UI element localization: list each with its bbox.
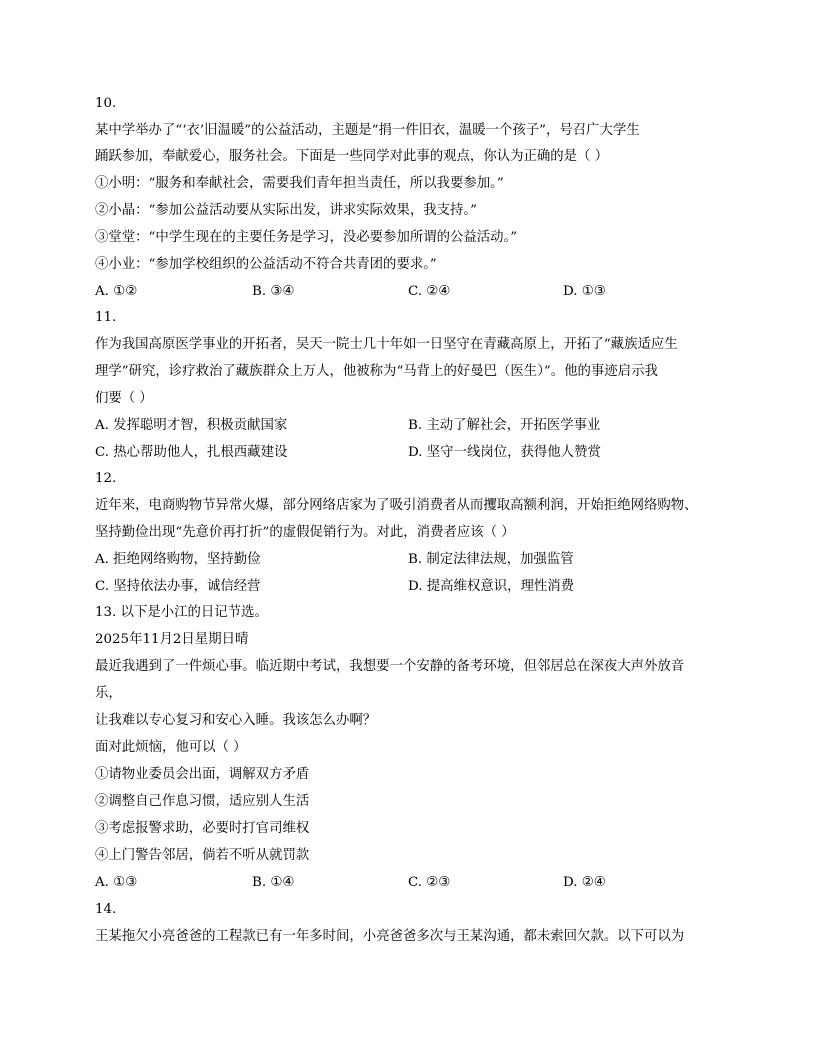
q11-option-b: B. 主动了解社会，开拓医学事业 <box>408 418 601 433</box>
q11-number: 11. <box>95 310 117 325</box>
q13-option-d: D. ②④ <box>563 875 606 890</box>
q10-option-b: B. ③④ <box>252 284 295 299</box>
q13-statement-4: ④上门警告邻居，倘若不听从就罚款 <box>95 848 310 863</box>
q13-option-b: B. ①④ <box>252 875 295 890</box>
q13-statement-2: ②调整自己作息习惯，适应别人生活 <box>95 794 310 809</box>
q13-statement-1: ①请物业委员会出面，调解双方矛盾 <box>95 767 310 782</box>
q12-stem-line-2: 坚持勤俭出现“先意价再打折”的虚假促销行为。对此，消费者应该（ ） <box>95 525 515 540</box>
q11-option-d: D. 坚守一线岗位，获得他人赞赏 <box>408 445 601 460</box>
q11-option-c: C. 热心帮助他人，扎根西藏建设 <box>95 445 288 460</box>
q14-stem-line-1: 王某拖欠小亮爸爸的工程款已有一年多时间，小亮爸爸多次与王某沟通，都未索回欠款。以下可以为 <box>95 929 685 944</box>
q10-option-a: A. ①② <box>95 284 138 299</box>
q10-option-c: C. ②④ <box>408 284 451 299</box>
q10-statement-3: ③堂堂：“中学生现在的主要任务是学习，没必要参加所谓的公益活动。” <box>95 230 518 245</box>
q11-stem-line-3: 们要（ ） <box>95 391 153 406</box>
q14-number: 14. <box>95 902 117 917</box>
q13-option-a: A. ①③ <box>95 875 138 890</box>
q10-statement-4: ④小业：“参加学校组织的公益活动不符合共青团的要求。” <box>95 257 437 272</box>
q10-stem-line-1: 某中学举办了“‘衣’旧温暖”的公益活动，主题是“捐一件旧衣，温暖一个孩子”，号召广大学生 <box>95 123 640 138</box>
q13-statement-3: ③考虑报警求助，必要时打官司维权 <box>95 821 310 836</box>
q11-stem-line-1: 作为我国高原医学事业的开拓者，吴天一院士几十年如一日坚守在青藏高原上，开拓了“藏族适应生 <box>95 337 678 352</box>
q10-statement-2: ②小晶：“参加公益活动要从实际出发，讲求实际效果，我支持。” <box>95 203 477 218</box>
q13-diary-line-3: 让我难以专心复习和安心入睡。我该怎么办啊？ <box>95 713 377 728</box>
q11-option-a: A. 发挥聪明才智，积极贡献国家 <box>95 418 288 433</box>
q13-question: 面对此烦恼，他可以（ ） <box>95 740 247 755</box>
q10-number: 10. <box>95 96 117 111</box>
q13-diary-line-1: 最近我遇到了一件烦心事。临近期中考试，我想要一个安静的备考环境，但邻居总在深夜大声外放音 <box>95 659 685 674</box>
q12-stem-line-1: 近年来，电商购物节异常火爆，部分网络店家为了吸引消费者从而攫取高额利润，开始拒绝网络购物、 <box>95 498 698 513</box>
q12-option-c: C. 坚持依法办事，诚信经营 <box>95 579 261 594</box>
q10-option-d: D. ①③ <box>563 284 606 299</box>
q10-stem-line-2: 踊跃参加，奉献爱心，服务社会。下面是一些同学对此事的观点，你认为正确的是（ ） <box>95 149 609 164</box>
q13-option-c: C. ②③ <box>408 875 451 890</box>
q13-diary-date: 2025年11月2日星期日晴 <box>95 632 249 647</box>
q12-option-b: B. 制定法律法规，加强监管 <box>408 552 574 567</box>
q12-number: 12. <box>95 471 117 486</box>
q13-diary-line-2: 乐， <box>95 686 122 701</box>
q12-option-a: A. 拒绝网络购物，坚持勤俭 <box>95 552 261 567</box>
q12-option-d: D. 提高维权意识，理性消费 <box>408 579 575 594</box>
q13-intro: 13. 以下是小江的日记节选。 <box>95 605 268 620</box>
q10-statement-1: ①小明：“服务和奉献社会，需要我们青年担当责任，所以我要参加。” <box>95 176 504 191</box>
q11-stem-line-2: 理学”研究，诊疗救治了藏族群众上万人，他被称为“马背上的好曼巴（医生）”。他的事迹启示我 <box>95 364 658 379</box>
